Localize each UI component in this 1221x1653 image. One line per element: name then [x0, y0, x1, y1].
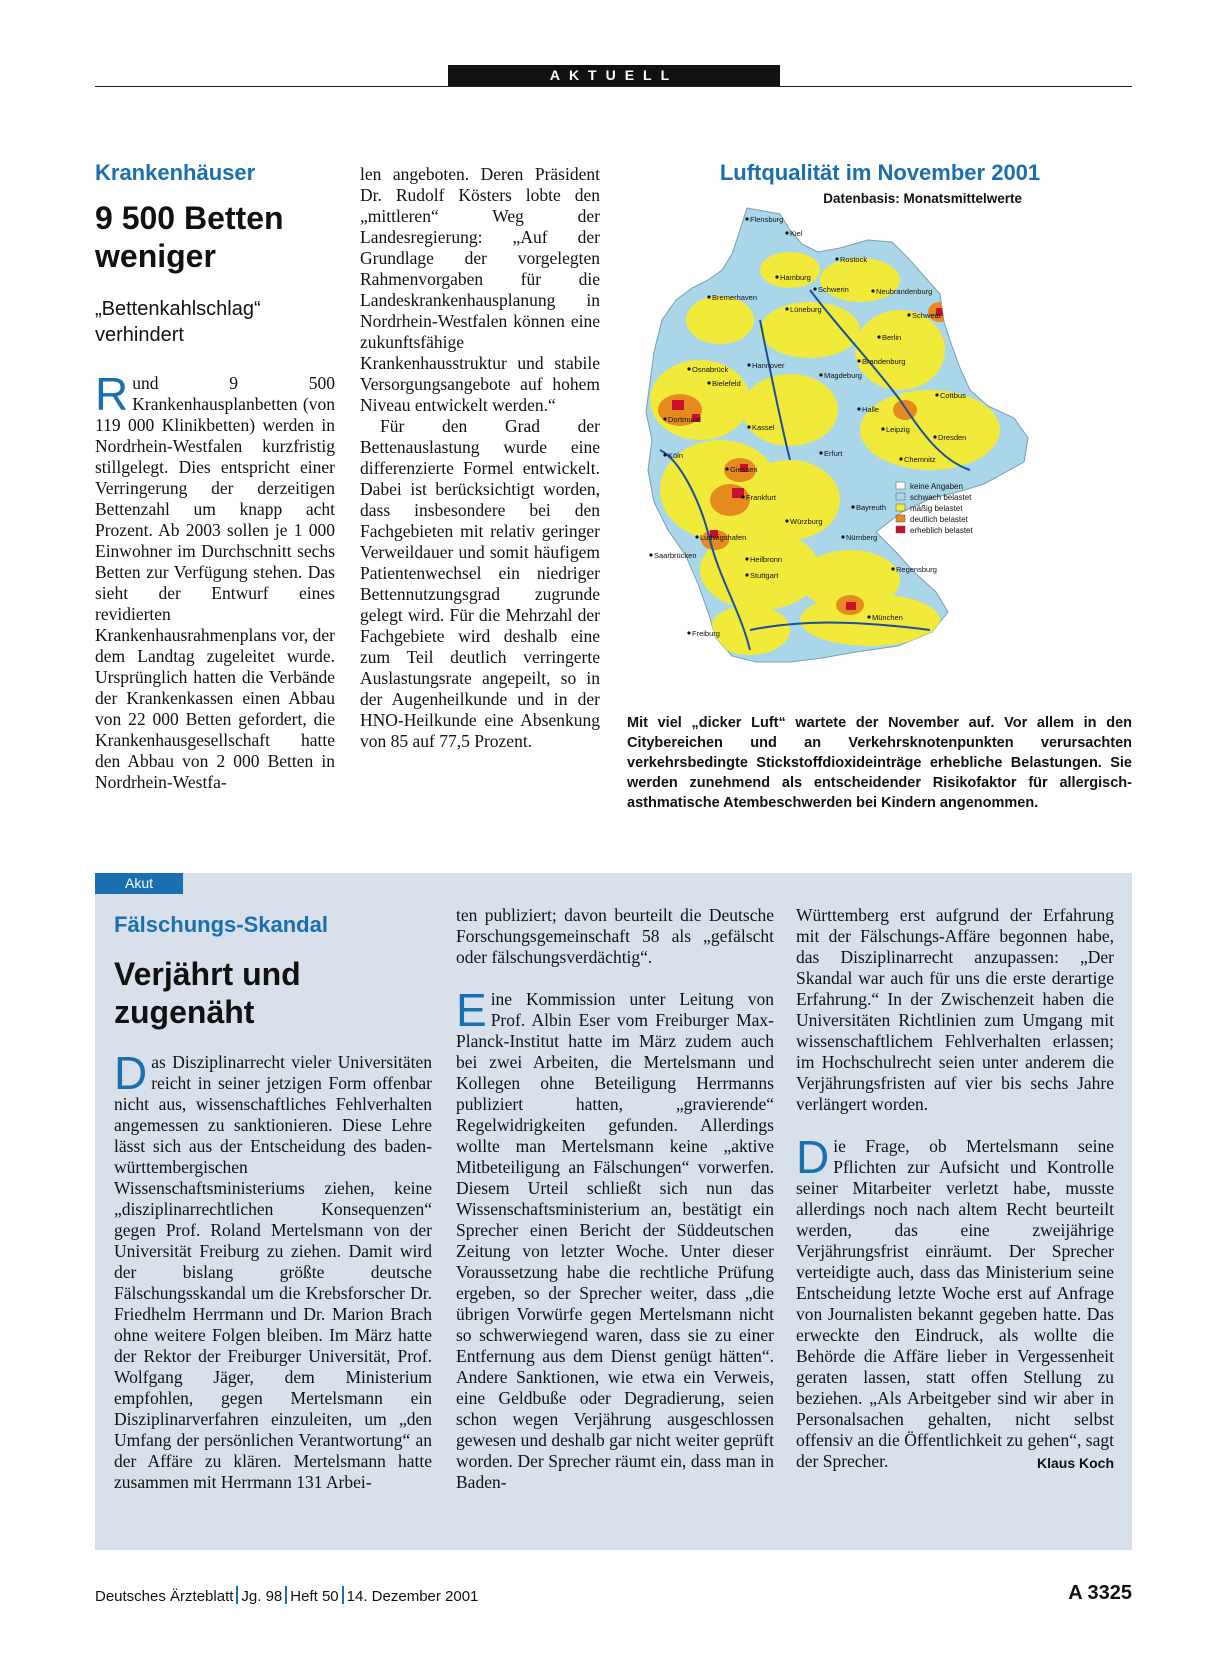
article1-column-1 — [95, 368, 335, 793]
city-marker — [933, 435, 936, 438]
city-label: Heilbronn — [750, 555, 783, 564]
city-marker — [745, 557, 748, 560]
city-marker — [747, 363, 750, 366]
volume: Jg. 98 — [241, 1588, 283, 1605]
dropcap: D — [796, 1131, 830, 1183]
city-marker — [775, 275, 778, 278]
city-marker — [687, 367, 690, 370]
city-label: Bremerhaven — [712, 293, 758, 302]
city-label: Würzburg — [790, 517, 823, 526]
city-label: Frankfurt — [746, 493, 777, 502]
dropcap: E — [456, 984, 487, 1036]
issue: Heft 50 — [290, 1588, 339, 1605]
article2-col3-para2: ie Frage, ob Mertelsmann seine Pflichten zur Aufsicht und Kontrolle seiner Mitarbeiter verletzt habe, musste allerdings noch nach altem Recht beurteilt werden, das eine zweijährige Verjährungsfrist einräumt. Der Sprecher verteidigte auch, dass das Ministerium seine Entscheidung letzte Woche erst auf Anfrage von Journalisten bekannt gegeben hatte. Das erweckte den Eindruck, als wollte die Behörde die Affäre lieber in Vergessenheit geraten lassen, statt offen Stellung zu beziehen. „Als Arbeitgeber sind wir aber in Personalsachen gehalten, nicht selbst offensiv an die Öffentlichkeit zu gehen“, sagt der Sprecher. — [796, 1136, 1114, 1471]
legend-label-1: schwach belastet — [910, 493, 972, 502]
city-label: Kassel — [752, 423, 775, 432]
map-title: Luftqualität im November 2001 — [719, 160, 1041, 185]
article1-subhead: „Bettenkahlschlag“ verhindert — [95, 298, 261, 346]
city-marker — [857, 359, 860, 362]
city-label: Berlin — [882, 333, 902, 342]
city-marker — [881, 427, 884, 430]
city-marker — [695, 535, 698, 538]
article1-col1-text: und 9 500 Krankenhausplanbetten (von 119 000 Klinikbetten) werden in Nordrhein-Westfalen kurzfristig stillgelegt. Dies entspricht einer Verringerung der derzeitigen Bettenzahl um knapp acht Prozent. Ab 2003 sollen je 1 000 Einwohner im Durchschnitt sechs Betten zur Verfügung stehen. Das sieht der Entwurf eines revidierten Krankenhausrahmenplans vor, der dem Landtag zugeleitet wurde. Ursprünglich hatten die Verbände der Krankenkassen einen Abbau von 22 000 Betten gefordert, die Krankenhausgesellschaft hatte den Abbau von 2 000 Betten in Nordrhein-Westfa- — [95, 373, 335, 792]
city-marker — [745, 217, 748, 220]
city-label: Magdeburg — [824, 371, 862, 380]
city-label: Freiburg — [692, 629, 720, 638]
city-label: Cottbus — [940, 391, 966, 400]
article2-kicker: Fälschungs-Skandal — [114, 912, 328, 937]
article1-col2-para2: Für den Grad der Bettenauslastung wurde eine differenzierte Formel entwickelt. Dabei ist berücksichtigt worden, dass insbesondere bei den Fachgebieten mit relativ geringer Verweildauer und somit häufigem Patientenwechsel ein niedriger Bettennutzungsgrad zugrunde gelegt wird. Für die Mehrzahl der Fachgebiete wird deshalb eine zum Teil deutlich verringerte Auslastungsrate angepeilt, so in der Augenheilkunde und in der HNO-Heilkunde eine Absenkung von 85 auf 77,5 Prozent. — [360, 416, 600, 751]
legend-label-4: erheblich belastet — [910, 526, 973, 535]
city-marker — [835, 257, 838, 260]
city-label: Chemnitz — [904, 455, 936, 464]
city-label: Brandenburg — [862, 357, 906, 366]
city-label: Bayreuth — [856, 503, 887, 512]
city-marker — [813, 287, 816, 290]
section-label: AKTUELL — [448, 65, 780, 86]
city-marker — [707, 295, 710, 298]
city-marker — [687, 631, 690, 634]
city-label: Saarbrücken — [654, 551, 697, 560]
dropcap: R — [95, 368, 129, 420]
city-label: Rostock — [840, 255, 868, 264]
city-label: Dresden — [938, 433, 967, 442]
city-marker — [871, 289, 874, 292]
city-marker — [707, 381, 710, 384]
city-label: Schwerin — [818, 285, 849, 294]
footer-divider — [236, 1586, 238, 1604]
city-label: Nürnberg — [846, 533, 878, 542]
city-label: Leipzig — [886, 425, 910, 434]
footer-divider — [285, 1586, 287, 1604]
city-label: Erfurt — [824, 449, 843, 458]
city-marker — [741, 495, 744, 498]
city-label: Schwedt — [912, 311, 941, 320]
city-label: Kiel — [790, 229, 803, 238]
legend-label-3: deutlich belastet — [910, 515, 968, 524]
city-marker — [841, 535, 844, 538]
legend-label-0: keine Angaben — [910, 482, 963, 491]
article1-headline: 9 500 Betten weniger — [95, 200, 284, 274]
city-marker — [785, 231, 788, 234]
article2-headline: Verjährt und zugenäht — [114, 956, 301, 1030]
city-marker — [899, 457, 902, 460]
city-label: Stuttgart — [750, 571, 779, 580]
city-marker — [819, 373, 822, 376]
footer — [95, 1586, 478, 1605]
city-marker — [785, 307, 788, 310]
city-label: Dortmund — [668, 415, 701, 424]
city-marker — [857, 407, 860, 410]
city-label: Ludwigshafen — [700, 533, 747, 542]
city-label: Lüneburg — [790, 305, 822, 314]
city-marker — [725, 467, 728, 470]
city-label: Osnabrück — [692, 365, 729, 374]
city-marker — [649, 553, 652, 556]
city-marker — [851, 505, 854, 508]
article2-col2-para1: ten publiziert; davon beurteilt die Deutsche Forschungsgemeinschaft 58 als „gefälscht oder fälschungsverdächtig“. — [456, 905, 774, 967]
map-caption: Mit viel „dicker Luft“ wartete der November auf. Vor allem in den Citybereichen und an Verkehrsknotenpunkten verursachten verkehrsbedingte Stickstoffdioxideinträge erhebliche Belastungen. Sie werden zunehmend als entscheidender Risikofaktor für allergisch-asthmatische Atembeschwerden bei Kindern angenommen. — [627, 715, 1132, 811]
journal-name: Deutsches Ärzteblatt — [95, 1588, 234, 1605]
article2-col2-para2: ine Kommission unter Leitung von Prof. Albin Eser vom Freiburger Max-Planck-Institut hatte im März zudem auch bei zwei Arbeiten, die Mertelsmann und Kollegen ohne Beteiligung Herrmanns publiziert hatten, „gravierende“ Regelwidrigkeiten gefunden. Allerdings wollte man Mertelsmann keine „aktive Mitbeteiligung an Fälschungen“ vorwerfen. Diesem Urteil schließt sich nun das Wissenschaftsministerium an, bestätigt ein Sprecher einen Bericht der Süddeutschen Zeitung von letzter Woche. Unter dieser Voraussetzung habe die rechtliche Prüfung ergeben, so der Sprecher weiter, dass „die übrigen Vorwürfe gegen Mertelsmann nicht so schwerwiegend waren, dass sie zu einer Entfernung aus dem Dienst genügt hätten“. Andere Sanktionen, wie etwa ein Verweis, eine Geldbuße oder Degradierung, seien schon wegen Verjährung ausgeschlossen gewesen und deshalb gar nicht weiter geprüft worden. Der Sprecher räumt ein, dass man in Baden- — [456, 989, 774, 1492]
city-marker — [745, 573, 748, 576]
byline: Klaus Koch — [1036, 1455, 1114, 1471]
city-label: München — [872, 613, 903, 622]
city-marker — [747, 425, 750, 428]
article1-column-2 — [360, 164, 600, 752]
city-marker — [867, 615, 870, 618]
city-marker — [935, 393, 938, 396]
city-marker — [907, 313, 910, 316]
city-marker — [891, 567, 894, 570]
city-marker — [819, 451, 822, 454]
city-label: Regensburg — [896, 565, 937, 574]
germany-air-quality-map — [640, 200, 1060, 705]
legend-label-2: mäßig belastet — [910, 504, 963, 513]
city-marker — [663, 453, 666, 456]
article2-col3-para1: Württemberg erst aufgrund der Erfahrung mit der Fälschungs-Affäre begonnen habe, das Disziplinarrecht anzupassen: „Der Skandal war auch für uns die erste derartige Erfahrung.“ In der Zwischenzeit haben die Universitäten Richtlinien zum Umgang mit wissenschaftlichem Fehlverhalten erlassen; im Hochschulrecht seien unter anderem die Verjährungsfristen auf vier bis sechs Jahre verlängert worden. — [796, 905, 1114, 1114]
city-label: Hamburg — [780, 273, 811, 282]
article2-column-1 — [114, 1047, 432, 1493]
city-label: Bielefeld — [712, 379, 741, 388]
footer-divider — [342, 1586, 344, 1604]
article1-kicker: Krankenhäuser — [95, 160, 256, 185]
top-rule — [95, 86, 1132, 87]
city-marker — [663, 417, 666, 420]
map-subtitle: Datenbasis: Monatsmittelwerte — [823, 191, 1022, 206]
issue-date: 14. Dezember 2001 — [346, 1588, 479, 1605]
article2-column-3 — [796, 905, 1114, 1474]
akut-tab: Akut — [95, 873, 183, 894]
dropcap: D — [114, 1047, 148, 1099]
city-label: Neubrandenburg — [876, 287, 933, 296]
article2-col1-text: as Disziplinarrecht vieler Universitäten reicht in seiner jetzigen Form offenbar nicht aus, wissenschaftliches Fehlverhalten angemessen zu sanktionieren. Diese Lehre lässt sich aus der Entscheidung des baden-württembergischen Wissenschaftsministeriums ziehen, keine „disziplinarrechtlichen Konsequenzen“ gegen Prof. Roland Mertelsmann von der Universität Freiburg zu ziehen. Damit wird der bislang größte deutsche Fälschungsskandal um die Krebsforscher Dr. Friedhelm Herrmann und Dr. Marion Brach ohne weitere Folgen bleiben. Im März hatte der Rektor der Freiburger Universität, Prof. Wolfgang Jäger, dem Ministerium empfohlen, gegen Mertelsmann ein Disziplinarverfahren einzuleiten, um „den Umfang der persönlichen Verantwortung“ an der Affäre zu klären. Mertelsmann hatte zusammen mit Herrmann 131 Arbei- — [114, 1052, 432, 1492]
article1-col2-para1: len angeboten. Deren Präsident Dr. Rudolf Kösters lobte den „mittleren“ Weg der Landesregierung: „Auf der Grundlage der vorgelegten Rahmenvorgaben für die Landeskrankenhausplanung in Nordrhein-Westfalen können eine zukunftsfähige Krankenhausstruktur und stabile Versorgungsangebote auf hohem Niveau entwickelt werden.“ — [360, 164, 600, 415]
city-label: Giessen — [730, 465, 758, 474]
city-label: Flensburg — [750, 215, 784, 224]
page-number: A 3325 — [1068, 1582, 1132, 1604]
city-label: Halle — [862, 405, 880, 414]
city-label: Köln — [668, 451, 684, 460]
article2-column-2 — [456, 905, 774, 1493]
city-marker — [877, 335, 880, 338]
city-label: Hannover — [752, 361, 785, 370]
city-marker — [785, 519, 788, 522]
